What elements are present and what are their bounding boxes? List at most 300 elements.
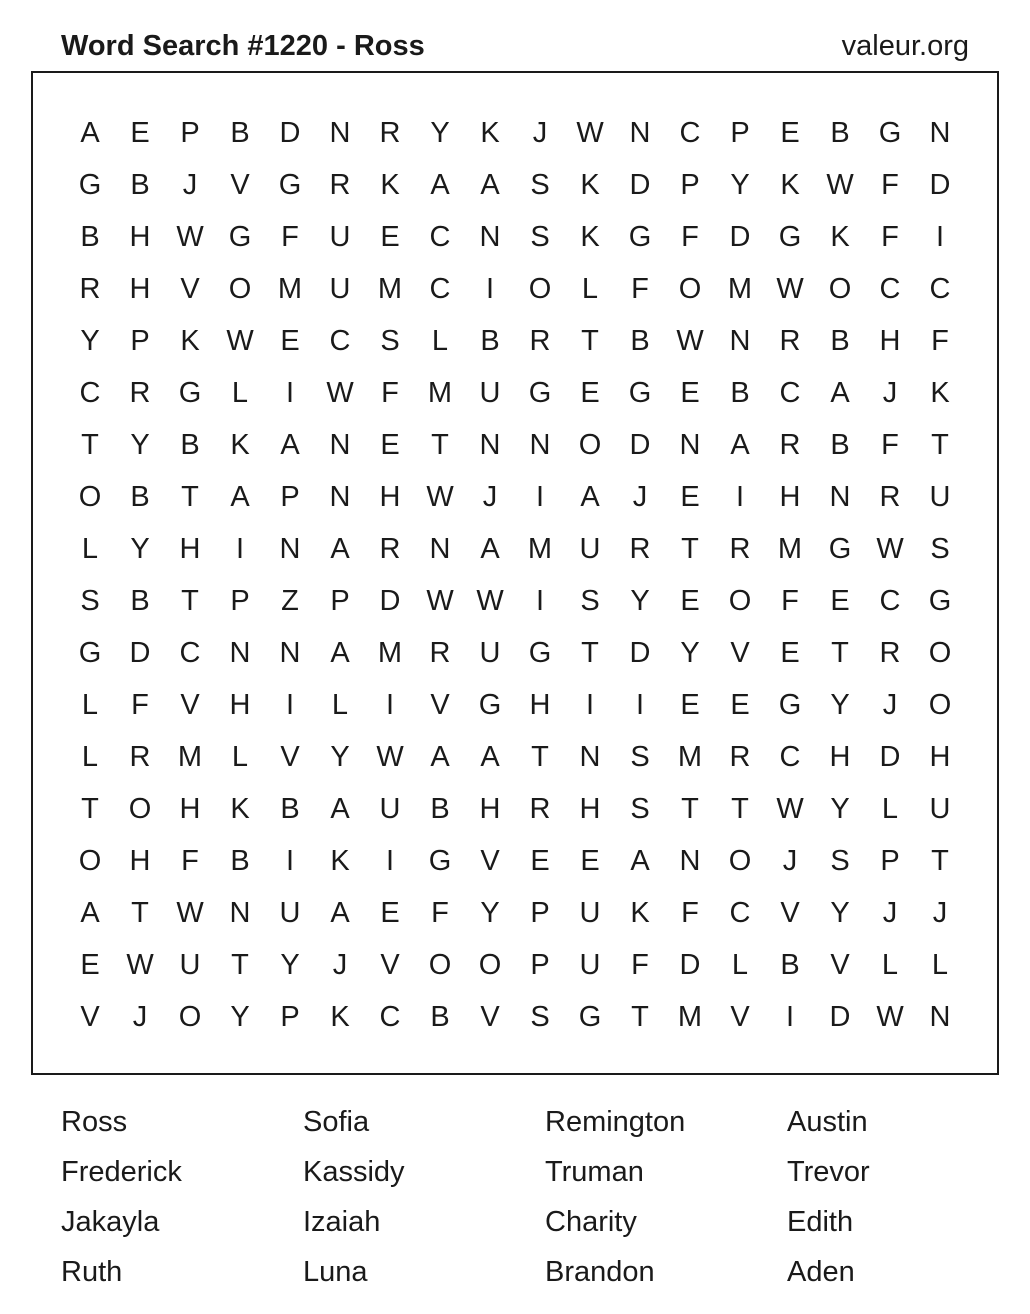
grid-letter: G (528, 636, 552, 669)
grid-letter: C (729, 896, 751, 929)
grid-letter: C (779, 740, 801, 773)
grid-letter: T (181, 584, 199, 617)
grid-letter: R (729, 532, 751, 565)
grid-letter: K (580, 220, 600, 253)
grid-letter: U (479, 376, 501, 409)
word-list-item: Kassidy (303, 1156, 405, 1188)
grid-letter: L (231, 740, 249, 773)
grid-letter: O (528, 272, 552, 305)
grid-letter: G (628, 376, 652, 409)
grid-letter: A (330, 532, 350, 565)
grid-letter: R (379, 116, 401, 149)
grid-letter: Y (830, 896, 850, 929)
grid-letter: N (529, 428, 551, 461)
grid-letter: H (779, 480, 801, 513)
grid-letter: S (580, 584, 600, 617)
grid-letter: B (280, 792, 300, 825)
grid-letter: W (376, 740, 404, 773)
grid-letter: L (81, 532, 99, 565)
grid-letter: F (631, 272, 649, 305)
word-list-item: Sofia (303, 1106, 370, 1138)
grid-letter: K (330, 1000, 350, 1033)
grid-letter: J (532, 116, 548, 149)
grid-letter: T (531, 740, 549, 773)
grid-letter: M (677, 1000, 703, 1033)
grid-letter: I (785, 1000, 795, 1033)
grid-letter: I (535, 480, 545, 513)
grid-letter: L (881, 792, 899, 825)
grid-letter: O (228, 272, 252, 305)
grid-letter: H (379, 480, 401, 513)
grid-letter: I (935, 220, 945, 253)
grid-letter: T (681, 532, 699, 565)
grid-letter: S (530, 220, 550, 253)
grid-letter: O (928, 688, 952, 721)
grid-letter: N (729, 324, 751, 357)
grid-letter: B (130, 584, 150, 617)
grid-letter: F (631, 948, 649, 981)
grid-letter: H (879, 324, 901, 357)
grid-letter: P (180, 116, 200, 149)
grid-letter: R (429, 636, 451, 669)
grid-letter: Y (830, 792, 850, 825)
grid-letter: N (579, 740, 601, 773)
grid-letter: W (126, 948, 154, 981)
grid-letter: G (628, 220, 652, 253)
grid-letter: D (829, 1000, 851, 1033)
grid-letter: J (882, 376, 898, 409)
grid-letter: T (931, 428, 949, 461)
grid-letter: A (830, 376, 850, 409)
grid-letter: A (430, 168, 450, 201)
grid-letter: G (278, 168, 302, 201)
grid-letter: O (478, 948, 502, 981)
grid-letter: R (879, 480, 901, 513)
grid-letter: B (230, 844, 250, 877)
grid-letter: R (629, 532, 651, 565)
word-list-item: Ross (61, 1106, 128, 1138)
grid-letter: K (330, 844, 350, 877)
grid-letter: G (828, 532, 852, 565)
grid-letter: V (480, 844, 500, 877)
grid-letter: K (380, 168, 400, 201)
word-list-item: Frederick (61, 1156, 182, 1188)
grid-letter: W (226, 324, 254, 357)
grid-letter: L (731, 948, 749, 981)
grid-letter: F (681, 896, 699, 929)
grid-letter: G (228, 220, 252, 253)
word-list-item: Aden (787, 1256, 855, 1288)
grid-letter: A (430, 740, 450, 773)
grid-letter: L (331, 688, 349, 721)
grid-letter: J (882, 896, 898, 929)
grid-letter: N (329, 480, 351, 513)
grid-letter: W (676, 324, 704, 357)
grid-letter: U (579, 532, 601, 565)
grid-letter: J (632, 480, 648, 513)
grid-letter: I (385, 844, 395, 877)
grid-letter: B (780, 948, 800, 981)
grid-letter: G (578, 1000, 602, 1033)
word-list-item: Luna (303, 1256, 368, 1288)
grid-letter: R (729, 740, 751, 773)
grid-letter: B (430, 1000, 450, 1033)
grid-letter: F (881, 168, 899, 201)
grid-letter: D (729, 220, 751, 253)
grid-letter: G (78, 636, 102, 669)
grid-letter: S (380, 324, 400, 357)
grid-letter: K (230, 792, 250, 825)
grid-letter: F (131, 688, 149, 721)
grid-letter: I (735, 480, 745, 513)
grid-letter: E (830, 584, 850, 617)
grid-letter: J (882, 688, 898, 721)
grid-letter: M (377, 636, 403, 669)
grid-letter: L (581, 272, 599, 305)
grid-letter: N (679, 844, 701, 877)
grid-letter: G (478, 688, 502, 721)
grid-letter: C (79, 376, 101, 409)
grid-letter: P (530, 896, 550, 929)
grid-letter: O (728, 844, 752, 877)
grid-letter: U (929, 480, 951, 513)
grid-letter: A (80, 896, 100, 929)
grid-letter: D (379, 584, 401, 617)
grid-letter: U (279, 896, 301, 929)
grid-letter: U (379, 792, 401, 825)
grid-letter: E (130, 116, 150, 149)
grid-letter: A (480, 532, 500, 565)
grid-letter: M (277, 272, 303, 305)
grid-letter: V (830, 948, 850, 981)
grid-letter: D (629, 428, 651, 461)
grid-letter: W (476, 584, 504, 617)
grid-letter: V (730, 636, 750, 669)
puzzle-grid-frame (31, 71, 999, 1075)
grid-letter: C (879, 584, 901, 617)
grid-letter: G (778, 688, 802, 721)
grid-letter: D (279, 116, 301, 149)
grid-letter: W (876, 532, 904, 565)
grid-letter: P (880, 844, 900, 877)
grid-letter: F (431, 896, 449, 929)
word-list-item: Truman (545, 1156, 644, 1188)
grid-letter: N (429, 532, 451, 565)
grid-letter: A (330, 896, 350, 929)
grid-letter: V (180, 272, 200, 305)
grid-letter: I (585, 688, 595, 721)
grid-letter: I (285, 688, 295, 721)
grid-letter: G (778, 220, 802, 253)
grid-letter: R (329, 168, 351, 201)
grid-letter: E (380, 220, 400, 253)
grid-letter: S (830, 844, 850, 877)
grid-letter: E (580, 844, 600, 877)
grid-letter: R (129, 376, 151, 409)
grid-letter: J (132, 1000, 148, 1033)
grid-letter: O (78, 480, 102, 513)
grid-letter: C (679, 116, 701, 149)
grid-letter: E (680, 480, 700, 513)
grid-letter: E (730, 688, 750, 721)
grid-letter: N (929, 116, 951, 149)
grid-letter: K (180, 324, 200, 357)
grid-letter: L (431, 324, 449, 357)
grid-letter: J (182, 168, 198, 201)
word-list-item: Izaiah (303, 1206, 381, 1238)
grid-letter: N (929, 1000, 951, 1033)
grid-letter: H (229, 688, 251, 721)
grid-letter: E (780, 636, 800, 669)
grid-letter: B (130, 168, 150, 201)
grid-letter: N (279, 636, 301, 669)
grid-letter: L (81, 740, 99, 773)
grid-letter: T (581, 636, 599, 669)
grid-letter: F (881, 428, 899, 461)
grid-letter: M (527, 532, 553, 565)
word-list-item: Ruth (61, 1256, 123, 1288)
grid-letter: N (329, 116, 351, 149)
grid-letter: Y (130, 532, 150, 565)
grid-letter: M (777, 532, 803, 565)
grid-letter: T (81, 792, 99, 825)
site-name: valeur.org (841, 30, 969, 62)
grid-letter: P (530, 948, 550, 981)
grid-letter: Y (280, 948, 300, 981)
grid-letter: F (381, 376, 399, 409)
grid-letter: K (580, 168, 600, 201)
grid-letter: P (230, 584, 250, 617)
grid-letter: F (931, 324, 949, 357)
grid-letter: N (229, 896, 251, 929)
puzzle-title: Word Search #1220 - Ross (61, 30, 425, 62)
grid-letter: U (179, 948, 201, 981)
grid-letter: U (479, 636, 501, 669)
grid-letter: P (730, 116, 750, 149)
grid-letter: H (929, 740, 951, 773)
grid-letter: E (280, 324, 300, 357)
grid-letter: C (879, 272, 901, 305)
grid-letter: T (831, 636, 849, 669)
grid-letter: Y (230, 1000, 250, 1033)
grid-letter: E (580, 376, 600, 409)
grid-letter: R (779, 324, 801, 357)
grid-letter: H (129, 220, 151, 253)
grid-letter: T (131, 896, 149, 929)
grid-letter: F (781, 584, 799, 617)
grid-letter: W (426, 480, 454, 513)
grid-letter: Y (680, 636, 700, 669)
grid-letter: I (485, 272, 495, 305)
grid-letter: V (380, 948, 400, 981)
grid-letter: D (679, 948, 701, 981)
grid-letter: C (179, 636, 201, 669)
grid-letter: R (529, 792, 551, 825)
grid-letter: Y (480, 896, 500, 929)
grid-letter: B (730, 376, 750, 409)
grid-letter: C (379, 1000, 401, 1033)
grid-letter: G (78, 168, 102, 201)
grid-letter: B (630, 324, 650, 357)
grid-letter: B (80, 220, 100, 253)
grid-letter: V (430, 688, 450, 721)
grid-letter: N (279, 532, 301, 565)
grid-letter: V (730, 1000, 750, 1033)
grid-letter: H (479, 792, 501, 825)
grid-letter: H (129, 272, 151, 305)
word-list-item: Edith (787, 1206, 854, 1238)
grid-letter: M (727, 272, 753, 305)
grid-letter: L (931, 948, 949, 981)
grid-letter: K (480, 116, 500, 149)
grid-letter: U (579, 948, 601, 981)
grid-letter: F (681, 220, 699, 253)
grid-letter: D (629, 168, 651, 201)
grid-letter: J (482, 480, 498, 513)
grid-letter: P (680, 168, 700, 201)
grid-letter: S (80, 584, 100, 617)
grid-letter: W (876, 1000, 904, 1033)
grid-letter: W (776, 792, 804, 825)
grid-letter: A (330, 792, 350, 825)
grid-letter: T (631, 1000, 649, 1033)
grid-letter: E (780, 116, 800, 149)
grid-letter: C (779, 376, 801, 409)
grid-letter: H (529, 688, 551, 721)
grid-letter: V (780, 896, 800, 929)
grid-letter: C (929, 272, 951, 305)
grid-letter: B (230, 116, 250, 149)
grid-letter: C (429, 220, 451, 253)
grid-letter: F (881, 220, 899, 253)
grid-letter: I (535, 584, 545, 617)
grid-letter: K (930, 376, 950, 409)
grid-letter: D (929, 168, 951, 201)
grid-letter: I (385, 688, 395, 721)
grid-letter: G (878, 116, 902, 149)
grid-letter: W (326, 376, 354, 409)
grid-letter: J (932, 896, 948, 929)
grid-letter: T (681, 792, 699, 825)
grid-letter: R (879, 636, 901, 669)
grid-letter: P (280, 480, 300, 513)
grid-letter: T (931, 844, 949, 877)
grid-letter: E (530, 844, 550, 877)
grid-letter: P (330, 584, 350, 617)
grid-letter: G (178, 376, 202, 409)
grid-letter: L (81, 688, 99, 721)
word-list-item: Charity (545, 1206, 637, 1238)
grid-letter: N (229, 636, 251, 669)
grid-letter: R (779, 428, 801, 461)
word-list-item: Jakayla (61, 1206, 160, 1238)
grid-letter: K (780, 168, 800, 201)
grid-letter: G (428, 844, 452, 877)
grid-letter: Y (80, 324, 100, 357)
grid-letter: K (230, 428, 250, 461)
grid-letter: H (129, 844, 151, 877)
grid-letter: M (427, 376, 453, 409)
grid-letter: O (728, 584, 752, 617)
grid-letter: O (578, 428, 602, 461)
grid-letter: W (826, 168, 854, 201)
grid-letter: Y (330, 740, 350, 773)
grid-letter: U (329, 220, 351, 253)
grid-letter: O (128, 792, 152, 825)
grid-letter: I (285, 844, 295, 877)
word-list (61, 1097, 1029, 1297)
grid-letter: A (230, 480, 250, 513)
grid-letter: O (678, 272, 702, 305)
grid-letter: A (580, 480, 600, 513)
grid-letter: B (130, 480, 150, 513)
grid-letter: C (429, 272, 451, 305)
grid-letter: P (130, 324, 150, 357)
grid-letter: O (828, 272, 852, 305)
grid-letter: T (581, 324, 599, 357)
grid-letter: E (680, 688, 700, 721)
grid-letter: N (479, 220, 501, 253)
grid-letter: R (79, 272, 101, 305)
grid-letter: V (230, 168, 250, 201)
grid-letter: H (179, 792, 201, 825)
grid-letter: T (731, 792, 749, 825)
grid-letter: I (285, 376, 295, 409)
grid-letter: Y (730, 168, 750, 201)
grid-letter: R (129, 740, 151, 773)
grid-letter: A (480, 168, 500, 201)
grid-letter: A (480, 740, 500, 773)
grid-letter: L (881, 948, 899, 981)
grid-letter: U (579, 896, 601, 929)
grid-letter: Y (430, 116, 450, 149)
grid-letter: H (829, 740, 851, 773)
grid-letter: R (379, 532, 401, 565)
grid-letter: S (930, 532, 950, 565)
grid-letter: M (377, 272, 403, 305)
word-list-item: Remington (545, 1106, 686, 1138)
grid-letter: M (677, 740, 703, 773)
grid-letter: W (776, 272, 804, 305)
grid-letter: S (530, 1000, 550, 1033)
grid-letter: A (730, 428, 750, 461)
grid-letter: U (929, 792, 951, 825)
grid-letter: P (280, 1000, 300, 1033)
grid-letter: V (480, 1000, 500, 1033)
grid-letter: E (380, 428, 400, 461)
grid-letter: Y (130, 428, 150, 461)
grid-letter: W (426, 584, 454, 617)
word-list-item: Trevor (787, 1156, 870, 1188)
grid-letter: N (629, 116, 651, 149)
grid-letter: E (680, 584, 700, 617)
letter-grid (65, 107, 965, 1043)
grid-letter: W (176, 220, 204, 253)
grid-letter: H (179, 532, 201, 565)
grid-letter: V (180, 688, 200, 721)
grid-letter: E (680, 376, 700, 409)
grid-letter: W (176, 896, 204, 929)
grid-letter: J (782, 844, 798, 877)
grid-letter: Z (281, 584, 299, 617)
grid-letter: J (332, 948, 348, 981)
grid-letter: V (280, 740, 300, 773)
grid-letter: B (480, 324, 500, 357)
word-list-item: Brandon (545, 1256, 655, 1288)
word-list-item: Austin (787, 1106, 868, 1138)
grid-letter: T (431, 428, 449, 461)
grid-letter: F (281, 220, 299, 253)
